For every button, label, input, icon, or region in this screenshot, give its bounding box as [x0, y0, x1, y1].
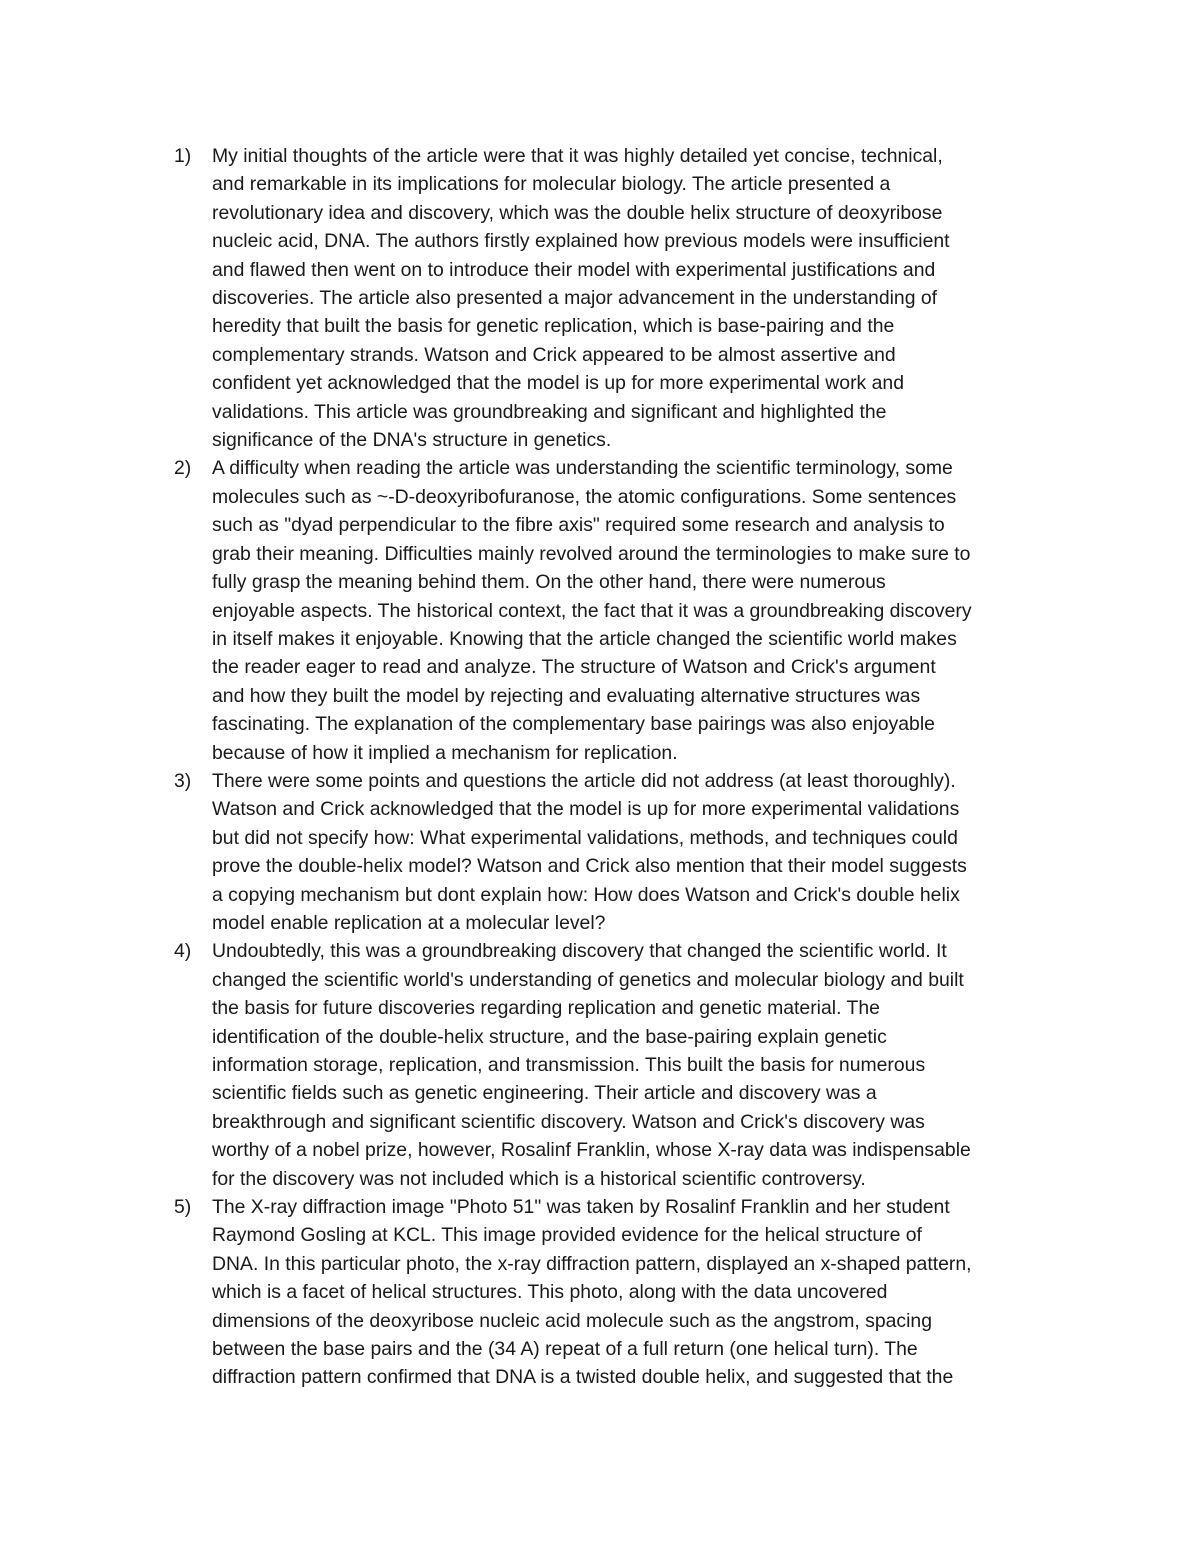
- answer-item-1: [174, 142, 1074, 454]
- answer-text-line: diffraction pattern confirmed that DNA is a twisted double helix, and suggested that the: [212, 1366, 954, 1389]
- answer-text-line: revolutionary idea and discovery, which was the double helix structure of deoxyribose: [212, 201, 943, 224]
- answer-number: 3): [174, 769, 192, 792]
- answer-text-line: fascinating. The explanation of the complementary base pairings was also enjoyable: [212, 713, 935, 736]
- answer-text-line: model enable replication at a molecular level?: [212, 911, 606, 934]
- answer-text-line: nucleic acid, DNA. The authors firstly explained how previous models were insufficient: [212, 230, 950, 253]
- answer-item-5: [174, 1193, 1074, 1392]
- answer-text-line: molecules such as ~-D-deoxyribofuranose, the atomic configurations. Some sentences: [212, 485, 957, 508]
- answer-text-line: discoveries. The article also presented a major advancement in the understanding of: [212, 287, 938, 310]
- answer-text-line: My initial thoughts of the article were that it was highly detailed yet concise, technical,: [212, 145, 943, 167]
- answer-number: 2): [174, 457, 192, 480]
- answer-text: [212, 937, 1074, 1193]
- answer-text-line: in itself makes it enjoyable. Knowing that the article changed the scientific world makes: [212, 627, 957, 650]
- answer-text-line: heredity that built the basis for genetic replication, which is base-pairing and the: [212, 315, 895, 338]
- answer-text-line: The X-ray diffraction image "Photo 51" was taken by Rosalinf Franklin and her student: [212, 1196, 950, 1219]
- answer-text: [212, 142, 1074, 454]
- answer-text-line: confident yet acknowledged that the model is up for more experimental work and: [212, 372, 904, 395]
- answer-number: 5): [174, 1196, 192, 1219]
- answer-text-line: a copying mechanism but dont explain how: How does Watson and Crick's double helix: [212, 883, 960, 906]
- answer-text-line: and how they built the model by rejecting and evaluating alternative structures was: [212, 684, 921, 707]
- answer-text-line: the reader eager to read and analyze. The structure of Watson and Crick's argument: [212, 656, 936, 679]
- answer-text: [212, 454, 1074, 766]
- answer-text-line: A difficulty when reading the article was understanding the scientific terminology, some: [212, 457, 953, 480]
- answer-text-line: such as "dyad perpendicular to the fibre axis" required some research and analysis to: [212, 514, 945, 537]
- answer-text-line: DNA. In this particular photo, the x-ray diffraction pattern, displayed an x-shaped pattern,: [212, 1252, 972, 1275]
- answer-text-line: the basis for future discoveries regarding replication and genetic material. The: [212, 997, 880, 1020]
- answer-number: 4): [174, 940, 192, 963]
- answer-text-line: There were some points and questions the article did not address (at least thoroughly).: [212, 769, 956, 792]
- answer-list: [174, 142, 1074, 1392]
- answer-text-line: breakthrough and significant scientific discovery. Watson and Crick's discovery was: [212, 1110, 925, 1133]
- answer-text-line: between the base pairs and the (34 A) repeat of a full return (one helical turn). The: [212, 1338, 918, 1361]
- answer-text-line: for the discovery was not included which is a historical scientific controversy.: [212, 1167, 866, 1190]
- answer-text-line: Raymond Gosling at KCL. This image provided evidence for the helical structure of: [212, 1224, 922, 1247]
- answer-text-line: fully grasp the meaning behind them. On the other hand, there were numerous: [212, 571, 886, 594]
- answer-text-line: Watson and Crick acknowledged that the model is up for more experimental validations: [212, 798, 960, 821]
- answer-text-line: because of how it implied a mechanism for replication.: [212, 741, 678, 764]
- answer-text-line: significance of the DNA's structure in genetics.: [212, 429, 612, 452]
- answer-text-line: prove the double-helix model? Watson and Crick also mention that their model suggests: [212, 855, 967, 878]
- answer-number: 1): [174, 145, 192, 167]
- answer-text-line: and remarkable in its implications for molecular biology. The article presented a: [212, 173, 891, 196]
- answer-item-2: [174, 454, 1074, 766]
- answer-text: [212, 1193, 1074, 1392]
- answer-text-line: worthy of a nobel prize, however, Rosalinf Franklin, whose X-ray data was indispensable: [212, 1139, 971, 1162]
- answer-item-4: [174, 937, 1074, 1193]
- answer-text-line: identification of the double-helix structure, and the base-pairing explain genetic: [212, 1025, 887, 1048]
- answer-text-line: complementary strands. Watson and Crick appeared to be almost assertive and: [212, 343, 896, 366]
- answer-text-line: Undoubtedly, this was a groundbreaking discovery that changed the scientific world. It: [212, 940, 947, 963]
- answer-text-line: but did not specify how: What experimental validations, methods, and techniques could: [212, 826, 958, 849]
- answer-text-line: enjoyable aspects. The historical context, the fact that it was a groundbreaking discovery: [212, 599, 972, 622]
- answer-text-line: information storage, replication, and transmission. This built the basis for numerous: [212, 1054, 926, 1076]
- answer-text-line: and flawed then went on to introduce their model with experimental justifications and: [212, 258, 936, 281]
- answer-item-3: [174, 767, 1074, 937]
- answer-text-line: grab their meaning. Difficulties mainly revolved around the terminologies to make sure to: [212, 542, 971, 565]
- answer-text-line: scientific fields such as genetic engineering. Their article and discovery was a: [212, 1082, 877, 1105]
- answer-text-line: changed the scientific world's understanding of genetics and molecular biology and built: [212, 968, 964, 991]
- answer-text-line: validations. This article was groundbreaking and significant and highlighted the: [212, 400, 887, 423]
- answer-text-line: which is a facet of helical structures. This photo, along with the data uncovered: [212, 1281, 888, 1304]
- answer-text-line: dimensions of the deoxyribose nucleic acid molecule such as the angstrom, spacing: [212, 1309, 933, 1332]
- answer-text: [212, 767, 1074, 937]
